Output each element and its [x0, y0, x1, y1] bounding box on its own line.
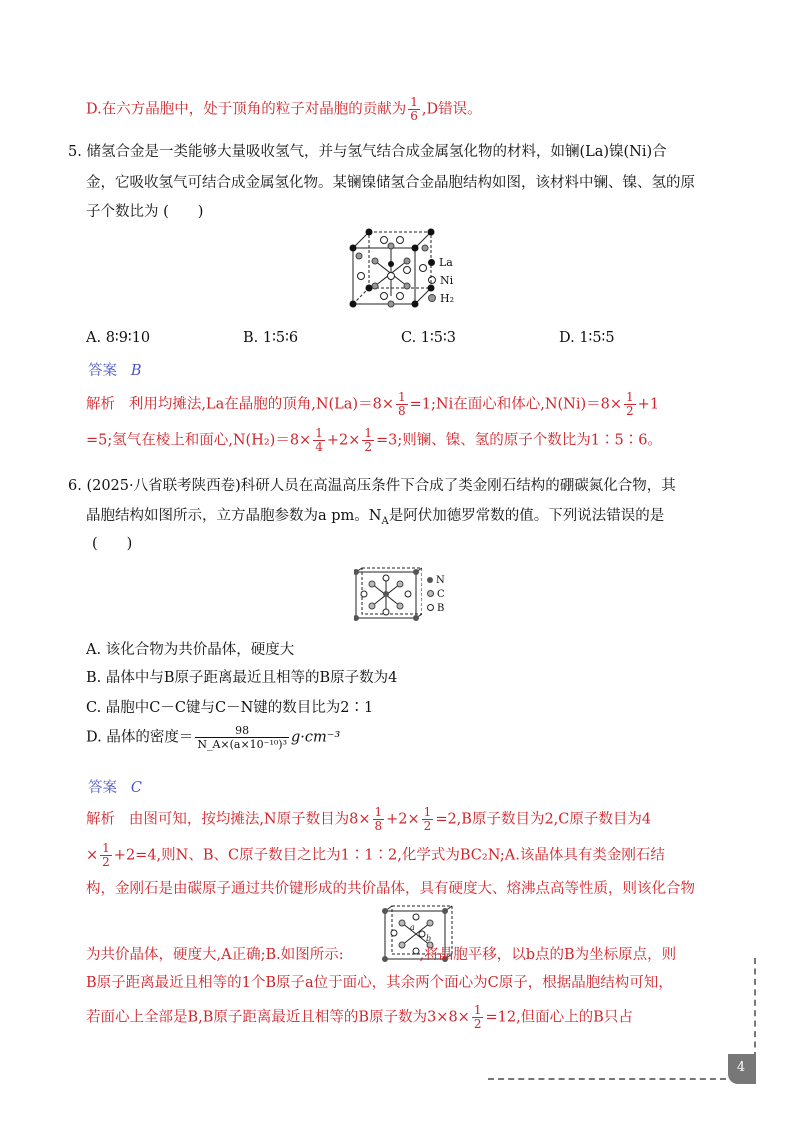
q5-option-b[interactable]: B. 1∶5∶6 — [243, 330, 299, 346]
q6-explanation-line2: × $\frac{1}{2}$ +2=4,则N、B、C原子数目之比为1∶1∶2,化学式为BC₂N;A.该晶体具有类金刚石结 — [86, 841, 665, 869]
svg-text:a: a — [410, 923, 415, 932]
legend-c: C — [427, 588, 445, 602]
q5-stem-line2: 金，它吸收氢气可结合成金属氢化物。某镧镍储氢合金晶胞结构如图，该材料中镧、镍、氢的原 — [86, 175, 695, 191]
q6-option-b[interactable]: B. 晶体中与B原子距离最近且相等的B原子数为4 — [86, 670, 398, 686]
q6-stem-line3: ( ) — [92, 536, 133, 552]
q6-explanation-line3: 构，金刚石是由碳原子通过共价键形成的共价晶体，具有硬度大、熔沸点高等性质，则该化合物 — [86, 881, 695, 897]
q6-option-d[interactable]: D. 晶体的密度＝ $\frac{98}{\text{N\_A×(a×10⁻¹⁰)³}}$ g·cm⁻³ — [86, 724, 341, 751]
q5-explanation-line2: =5;氢气在棱上和面心,N(H₂)＝8× $\frac{1}{4}$ +2× $\frac{1}{2}$ =3;则镧、镍、氢的原子个数比为1∶5∶6。 — [86, 426, 662, 454]
q6-legend — [427, 574, 445, 616]
q6-option-a[interactable]: A. 该化合物为共价晶体，硬度大 — [86, 642, 295, 658]
q6-crystal-diagram — [354, 566, 422, 622]
page-bottom-dashed-line — [488, 1078, 726, 1080]
q6-explanation-line4: 为共价晶体，硬度大,A正确;B.如图所示: ,将晶胞平移，以b点的B为坐标原点，则 — [86, 947, 677, 963]
q6-explanation-line6: 若面心上全部是B,B原子距离最近且相等的B原子数为3×8× $\frac{1}{2}$ =12,但面心上的B只占 — [86, 1003, 633, 1031]
q6-option-c[interactable]: C. 晶胞中C－C键与C－N键的数目比为2∶1 — [86, 700, 374, 716]
page-number: 4 — [736, 1060, 746, 1075]
q6-explanation-line1: 解析 由图可知，按均摊法,N原子数目为8× $\frac{1}{8}$ +2× $\frac{1}{2}$ =2,B原子数目为2,C原子数目为4 — [86, 805, 652, 833]
q5-answer: 答案 B — [88, 363, 142, 379]
q5-legend — [428, 254, 454, 308]
q5-option-d[interactable]: D. 1∶5∶5 — [559, 330, 615, 346]
legend-h2: H₂ — [428, 290, 454, 308]
legend-n: N — [427, 574, 445, 588]
q6-stem-line2: 晶胞结构如图所示，立方晶胞参数为a pm。$N_A$是阿伏加德罗常数的值。下列说法错误的是 — [86, 508, 665, 527]
prev-explanation-tail: D.在六方晶胞中，处于顶角的粒子对晶胞的贡献为 $\frac{1}{6}$ ,D错误。 — [86, 95, 482, 123]
q5-explanation-line1: 解析 利用均摊法,La在晶胞的顶角,N(La)＝8× $\frac{1}{8}$ =1;Ni在面心和体心,N(Ni)＝8× $\frac{1}{2}$ +1 — [86, 390, 660, 418]
q6-answer: 答案 C — [88, 780, 142, 796]
q6-stem-line1: 6. (2025·八省联考陕西卷)科研人员在高温高压条件下合成了类金刚石结构的硼碳氮化合物，其 — [68, 478, 676, 494]
q5-option-c[interactable]: C. 1∶5∶3 — [401, 330, 457, 346]
fraction: $\frac{1}{6}$ — [410, 95, 418, 123]
q6-explanation-line5: B原子距离最近且相等的1个B原子a位于面心，其余两个面心为C原子，根据晶胞结构可知， — [86, 975, 673, 991]
legend-ni: Ni — [428, 272, 454, 290]
legend-b: B — [427, 602, 445, 616]
svg-text:b: b — [426, 934, 432, 943]
legend-la: La — [428, 254, 454, 272]
q5-stem-line3: 子个数比为 ( ) — [86, 204, 204, 220]
q5-option-a[interactable]: A. 8∶9∶10 — [86, 330, 151, 346]
page-edge-dashed-line — [754, 958, 756, 1058]
q5-stem-line1: 5. 储氢合金是一类能够大量吸收氢气，并与氢气结合成金属氢化物的材料，如镧(La)镍(Ni)合 — [68, 144, 667, 160]
